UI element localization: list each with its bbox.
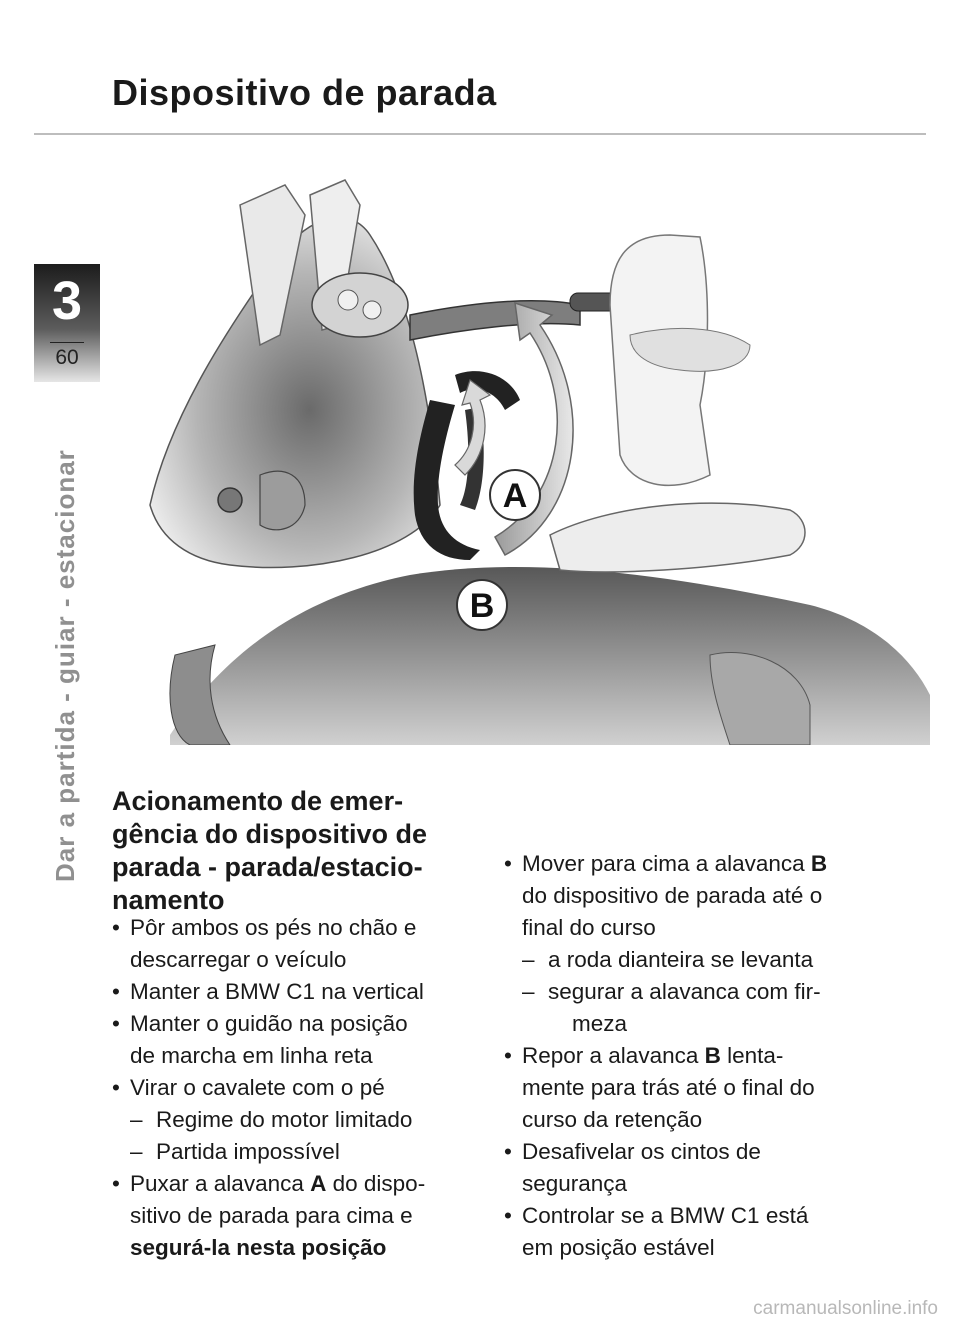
callout-label-a: A (502, 477, 528, 515)
scooter-illustration (110, 175, 930, 745)
list-item: • Puxar a alavanca A do dispo- sitivo de parada para cima e segurá-la nesta posição (112, 1168, 484, 1264)
list-item: • Manter o guidão na posição de marcha em linha reta (112, 1008, 484, 1072)
page-number: 60 (55, 346, 79, 369)
list-item: • Mover para cima a alavanca B do dispositivo de parada até o final do curso (504, 848, 876, 944)
list-item: • Pôr ambos os pés no chão e descarregar o veículo (112, 912, 484, 976)
chapter-number: 3 (51, 271, 83, 331)
list-item: • Repor a alavanca B lenta- mente para trás até o final do curso da retenção (504, 1040, 876, 1136)
callout-label-b: B (469, 587, 495, 625)
instruction-list-left (112, 912, 484, 1264)
list-subitem: – a roda dianteira se levanta (504, 944, 876, 976)
chapter-tab (34, 264, 100, 382)
section-side-label: Dar a partida - guiar - estacionar (50, 449, 80, 882)
list-subitem: – Partida impossível (112, 1136, 484, 1168)
list-subitem: – Regime do motor limitado (112, 1104, 484, 1136)
list-subitem: – segurar a alavanca com fir- meza (504, 976, 876, 1040)
list-item: • Manter a BMW C1 na vertical (112, 976, 484, 1008)
section-heading: Acionamento de emer-gência do dispositivo de parada - parada/estacio-namento (112, 786, 428, 915)
list-item: • Desafivelar os cintos de segurança (504, 1136, 876, 1200)
chapter-divider (50, 342, 84, 343)
page-title: Dispositivo de parada (112, 72, 497, 113)
list-item: • Controlar se a BMW C1 está em posição estável (504, 1200, 876, 1264)
watermark: carmanualsonline.info (753, 1298, 938, 1319)
list-item: • Virar o cavalete com o pé (112, 1072, 484, 1104)
instruction-list-right (504, 848, 876, 1264)
title-divider (34, 133, 926, 135)
